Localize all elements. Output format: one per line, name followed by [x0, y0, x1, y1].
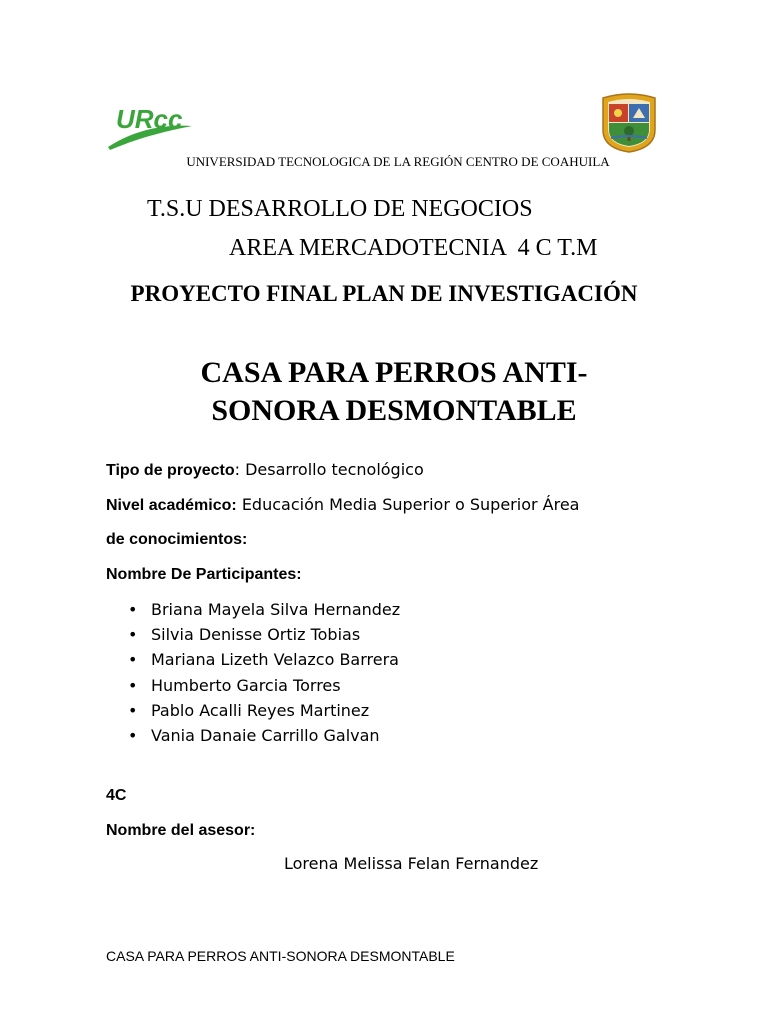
participant-name: Silvia Denisse Ortiz Tobias [151, 625, 361, 645]
document-title-line-1: CASA PARA PERROS ANTI- [200, 356, 588, 389]
participant-item [128, 673, 400, 698]
participant-name: Briana Mayela Silva Hernandez [151, 600, 401, 619]
bullet-icon: • [128, 600, 138, 619]
participant-name: Vania Danaie Carrillo Galvan [151, 725, 380, 745]
participant-item [128, 597, 400, 622]
knowledge-area-field [106, 529, 247, 551]
bullet-icon: • [128, 700, 138, 720]
university-logo [104, 100, 196, 152]
project-type-field [106, 459, 424, 482]
academic-level-label: Nivel académico: [106, 497, 237, 514]
advisor-name: Lorena Melissa Felan Fernandez [284, 854, 539, 873]
advisor-label: Nombre del asesor: [106, 822, 256, 839]
knowledge-area-label: de conocimientos: [106, 531, 248, 548]
coat-of-arms-icon [598, 92, 660, 154]
program-title: T.S.U DESARROLLO DE NEGOCIOS [147, 196, 533, 222]
group-label: 4C [106, 787, 127, 804]
project-type-value: : Desarrollo tecnológico [234, 460, 424, 479]
bullet-icon: • [128, 725, 138, 745]
participant-item [128, 647, 400, 672]
participant-name: Pablo Acalli Reyes Martinez [151, 700, 370, 720]
advisor-heading [106, 820, 255, 842]
participant-name: Mariana Lizeth Velazco Barrera [151, 650, 399, 670]
bullet-icon: • [128, 650, 138, 670]
academic-level-value: Educación Media Superior o Superior Área [236, 495, 580, 514]
participant-item [128, 723, 400, 748]
participant-item [128, 622, 400, 647]
bullet-icon: • [128, 625, 138, 645]
document-title-line-2: SONORA DESMONTABLE [211, 394, 577, 427]
project-type-label: Tipo de proyecto [106, 462, 235, 479]
project-heading: PROYECTO FINAL PLAN DE INVESTIGACIÓN [130, 281, 638, 306]
footer-title: CASA PARA PERROS ANTI-SONORA DESMONTABLE [106, 948, 455, 964]
participants-heading [106, 564, 302, 586]
participants-list [128, 597, 400, 748]
university-name: UNIVERSIDAD TECNOLOGICA DE LA REGIÓN CENTRO DE COAHUILA [186, 154, 610, 169]
academic-level-field [106, 494, 579, 517]
university-logo-text: URcc [116, 104, 183, 134]
group-field [106, 785, 126, 807]
participant-name: Humberto Garcia Torres [151, 675, 341, 695]
bullet-icon: • [128, 675, 138, 695]
participants-label: Nombre De Participantes: [106, 566, 302, 583]
document-title [0, 354, 768, 430]
area-title: AREA MERCADOTECNIA 4 C T.M [229, 235, 598, 261]
participant-item [128, 698, 400, 723]
